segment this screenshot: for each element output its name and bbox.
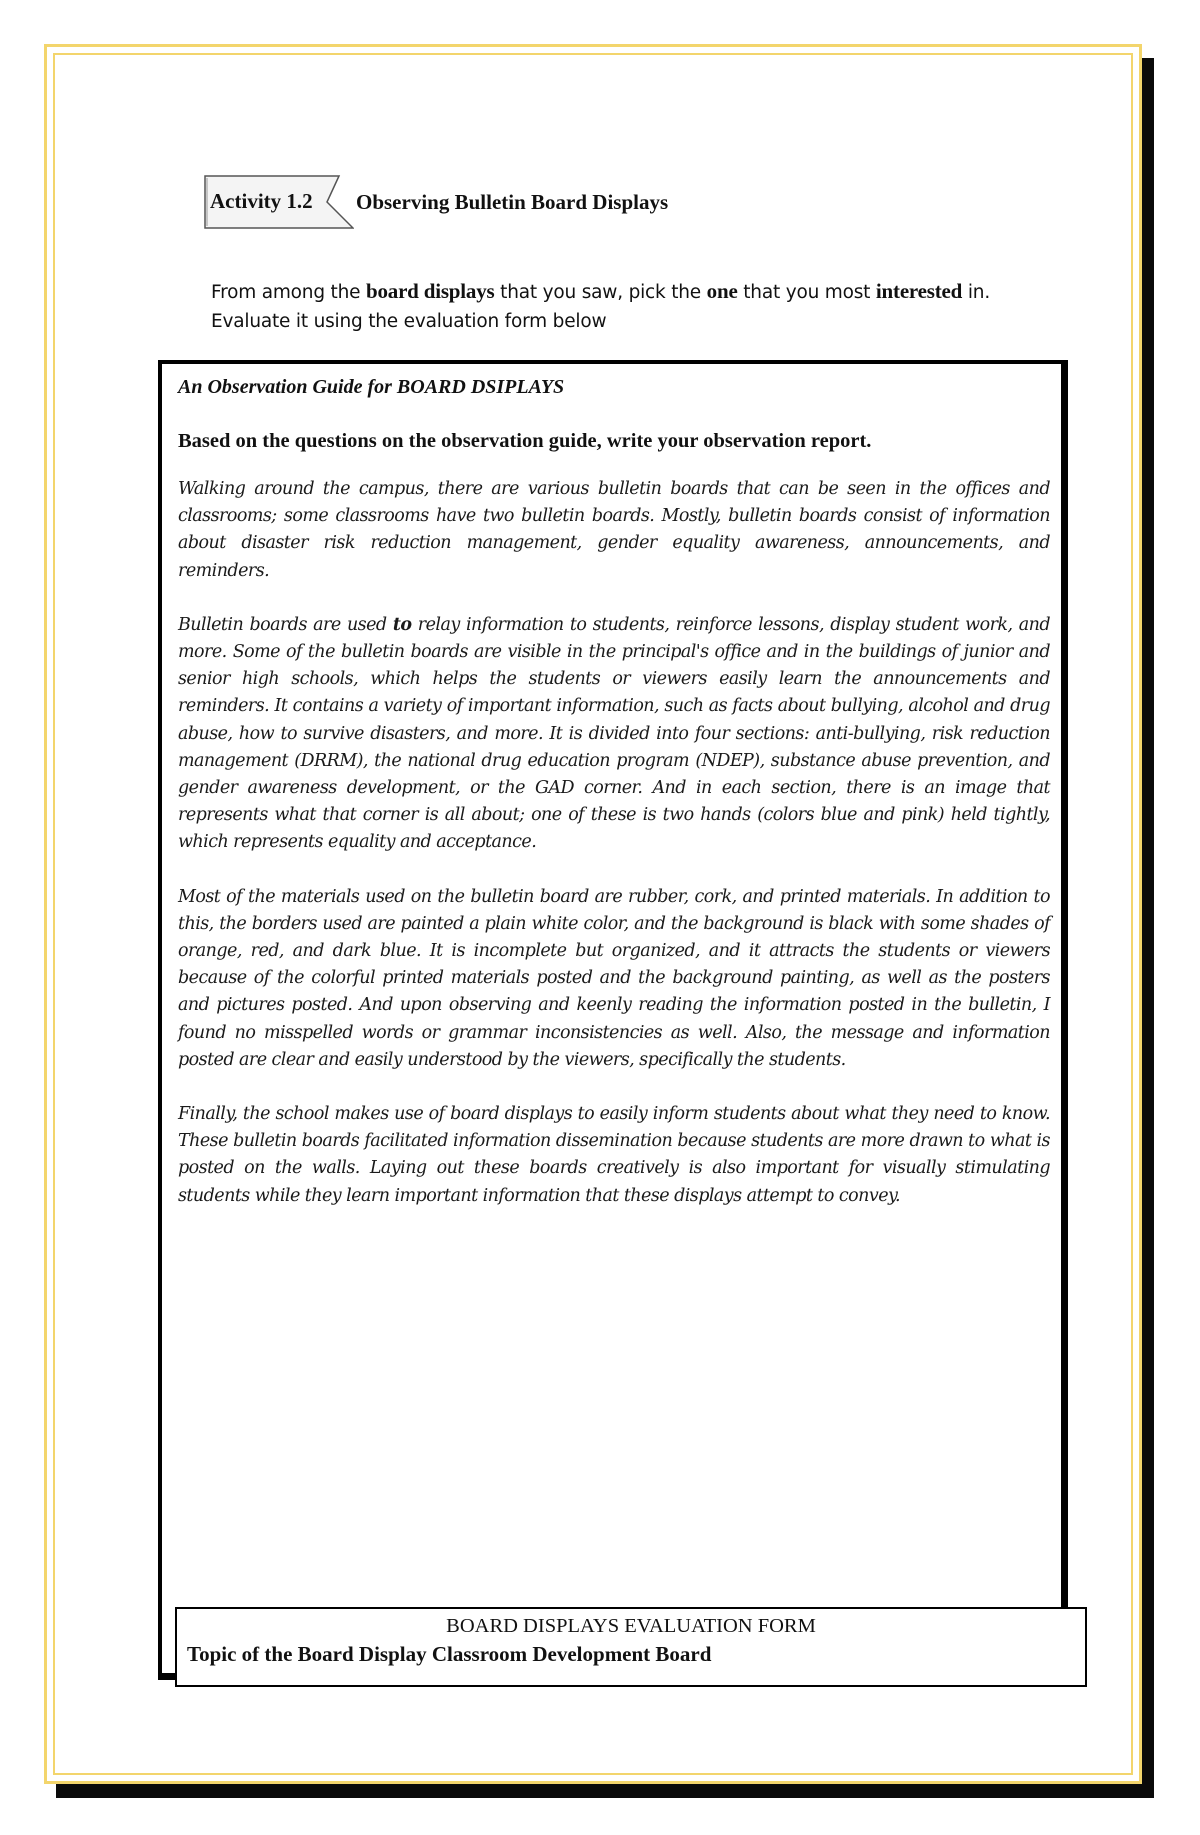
intro-emphasis-interested: interested (875, 279, 963, 303)
observation-guide-title: An Observation Guide for BOARD DSIPLAYS (178, 376, 565, 398)
observation-guide-prompt: Based on the questions on the observation guide, write your observation report. (178, 430, 872, 452)
activity-header (204, 174, 668, 230)
instructions (211, 277, 1071, 336)
activity-number: Activity 1.2 (210, 189, 313, 213)
intro-text: in. Evaluate it using the evaluation form below (211, 282, 990, 332)
report-paragraph-1: Walking around the campus, there are various bulletin boards that can be seen in the offices and classrooms; some classrooms have two bulletin boards. Mostly, bulletin boards consist of information about disaster risk reduction management, gender equality awareness, announcements, and reminders. (178, 479, 1050, 581)
report-paragraph-3: Most of the materials used on the bulletin board are rubber, cork, and printed materials. In addition to this, the borders used are painted a plain white color, and the background is black with some shades of orange, red, and dark blue. It is incomplete but organized, and it attracts the students or viewers because of the colorful printed materials posted and the background painting, as well as the posters and pictures posted. And upon observing and keenly reading the information posted in the bulletin, I found no misspelled words or grammar inconsistencies as well. Also, the message and information posted are clear and easily understood by the viewers, specifically the students. (178, 886, 1050, 1070)
report-text: relay information to students, reinforce lessons, display student work, and more. Some of the bulletin boards are visible in the principal's office and in the buildings of junior and senior high schools, which helps the students or viewers easily learn the announcements and reminders. It contains a variety of important information, such as facts about bullying, alcohol and drug abuse, how to survive disasters, and more. It is divided into four sections: anti-bullying, risk reduction management (DRRM), the national drug education program (NDEP), substance abuse prevention, and gender awareness development, or the GAD corner. And in each section, there is an image that represents what that corner is all about; one of these is two hands (colors blue and pink) held tightly, which represents equality and acceptance. (178, 614, 1050, 853)
observation-report-content (178, 374, 1050, 1237)
activity-tag (204, 175, 354, 229)
report-paragraph-2 (178, 612, 1050, 857)
evaluation-form-title: BOARD DISPLAYS EVALUATION FORM (446, 1615, 816, 1637)
intro-emphasis-one: one (706, 279, 738, 303)
report-bold-word: to (392, 614, 412, 635)
report-paragraph-4: Finally, the school makes use of board displays to easily inform students about what they need to know. These bulletin boards facilitated information dissemination because students are more drawn to what is posted on the walls. Laying out these boards creatively is also important for visually stimulating students while they learn important information that these displays attempt to convey. (178, 1104, 1050, 1206)
report-text: Bulletin boards are used (178, 614, 393, 635)
evaluation-form-topic: Topic of the Board Display Classroom Development Board (187, 1642, 712, 1666)
observation-report-box (158, 360, 1068, 1680)
intro-text: From among the (211, 282, 366, 303)
intro-text: that you most (737, 282, 876, 303)
evaluation-form-header (175, 1607, 1087, 1687)
intro-text: that you saw, pick the (494, 282, 707, 303)
activity-title: Observing Bulletin Board Displays (356, 189, 669, 214)
intro-emphasis-board-displays: board displays (365, 279, 495, 303)
